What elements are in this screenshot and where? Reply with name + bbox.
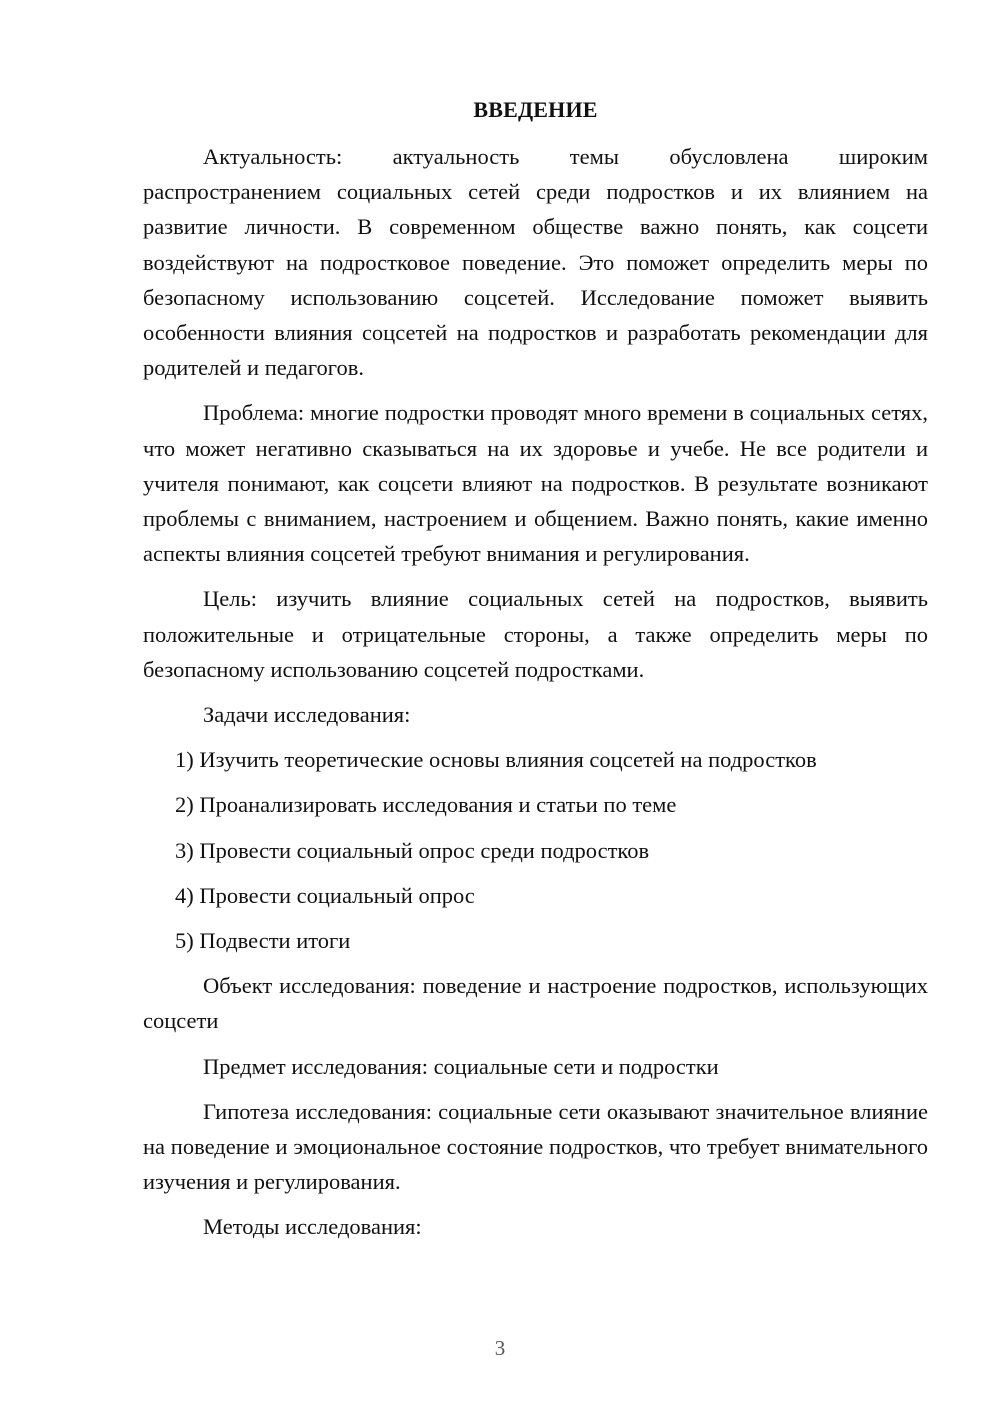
list-item: 4) Провести социальный опрос	[175, 882, 475, 908]
object-paragraph: Объект исследования: поведение и настроение подростков, использующих соцсети	[143, 973, 928, 1034]
tasks-list	[143, 742, 928, 958]
list-item: 5) Подвести итоги	[175, 928, 351, 954]
relevance-paragraph: Актуальность: актуальность темы обусловлена широким распространением социальных сетей среди подростков и их влиянием на развитие личности. В современном обществе важно понять, как соцсети воздействуют на подростковое поведение. Это поможет определить меры по безопасному использованию соцсетей. Исследование поможет выявить особенности влияния соцсетей на подростков и разработать рекомендации для родителей и педагогов.	[143, 144, 928, 381]
problem-paragraph: Проблема: многие подростки проводят много времени в социальных сетях, что может негативно сказываться на их здоровье и учебе. Не все родители и учителя понимают, как соцсети влияют на подростков. В результате возникают проблемы с вниманием, настроением и общением. Важно понять, какие именно аспекты влияния соцсетей требуют внимания и регулирования.	[143, 400, 928, 567]
goal-paragraph: Цель: изучить влияние социальных сетей на подростков, выявить положительные и отрицательные стороны, а также определить меры по безопасному использованию соцсетей подростками.	[143, 586, 928, 682]
list-item: 2) Проанализировать исследования и статьи по теме	[175, 792, 677, 818]
hypothesis-paragraph: Гипотеза исследования: социальные сети оказывают значительное влияние на поведение и эмоциональное состояние подростков, что требует внимательного изучения и регулирования.	[143, 1098, 928, 1195]
document-page	[143, 92, 928, 1302]
methods-heading: Методы исследования:	[203, 1214, 422, 1240]
tasks-heading: Задачи исследования:	[203, 702, 411, 728]
page-number: 3	[494, 1336, 506, 1360]
list-item: 3) Провести социальный опрос среди подростков	[175, 837, 650, 863]
section-title: ВВЕДЕНИЕ	[473, 97, 598, 122]
list-item: 1) Изучить теоретические основы влияния соцсетей на подростков	[175, 747, 817, 773]
subject-paragraph: Предмет исследования: социальные сети и подростки	[203, 1053, 719, 1079]
